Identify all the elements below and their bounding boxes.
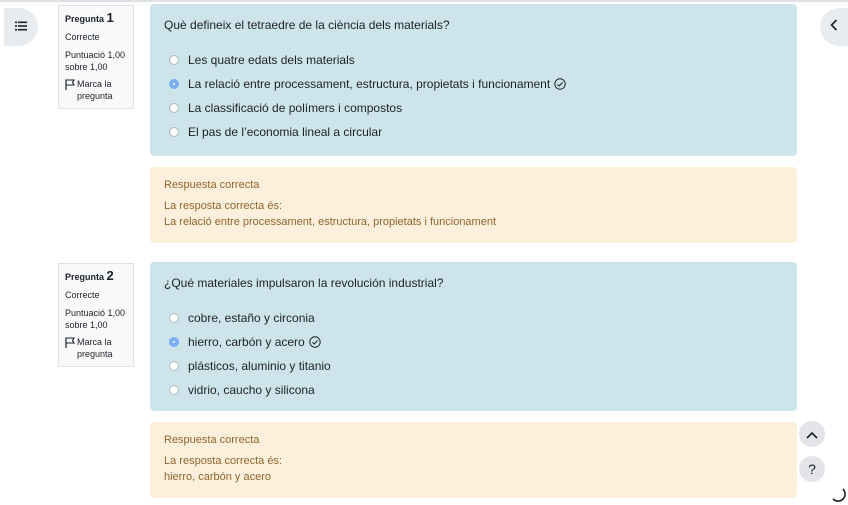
answer-option[interactable] [164, 120, 783, 144]
feedback-label: La resposta correcta és: [164, 455, 283, 467]
feedback-title: Respuesta correcta [164, 434, 260, 446]
list-icon [15, 18, 27, 36]
answer-radio[interactable] [169, 313, 179, 323]
check-circle-icon [309, 336, 321, 348]
question-grade: Puntuació 1,00 sobre 1,00 [65, 50, 126, 72]
answer-radio[interactable] [169, 127, 179, 137]
answer-radio[interactable] [169, 103, 179, 113]
back-to-top-button[interactable] [799, 421, 825, 447]
chevron-left-icon [830, 18, 838, 36]
header-divider [0, 0, 848, 2]
question-number-label: Pregunta [65, 272, 105, 282]
check-circle-icon [554, 78, 566, 90]
answer-label: plásticos, aluminio y titanio [188, 359, 331, 373]
question-number [65, 270, 128, 283]
answer-option[interactable] [164, 48, 783, 72]
answer-radio[interactable] [169, 55, 179, 65]
question-state: Correcte [65, 32, 100, 42]
feedback-answer: hierro, carbón y acero [164, 471, 271, 483]
help-button-label: ? [808, 461, 816, 477]
answer-label: El pas de l’economia lineal a circular [188, 125, 383, 139]
help-button[interactable] [799, 456, 825, 482]
question-info-1 [58, 5, 134, 109]
question-number [65, 12, 128, 25]
question-formulation-1 [150, 4, 797, 156]
question-number-value: 2 [106, 268, 114, 283]
answer-label: vidrio, caucho y silicona [188, 383, 315, 397]
feedback-answer: La relació entre processament, estructura, propietats i funcionament [164, 216, 497, 228]
flag-icon [65, 78, 77, 93]
answer-radio-selected[interactable] [169, 337, 179, 347]
answer-label: La relació entre processament, estructura, propietats i funcionament [188, 77, 551, 91]
question-number-label: Pregunta [65, 14, 105, 24]
flag-label: Marca la pregunta [77, 337, 113, 359]
answer-option[interactable] [164, 330, 783, 354]
answer-radio[interactable] [169, 361, 179, 371]
question-state: Correcte [65, 290, 100, 300]
question-text: ¿Qué materiales impulsaron la revolución industrial? [164, 276, 444, 290]
question-feedback-1 [150, 167, 797, 243]
question-text: Què defineix el tetraedre de la ciència dels materials? [164, 18, 450, 32]
answer-label: hierro, carbón y acero [188, 335, 305, 349]
question-formulation-2 [150, 262, 797, 411]
flag-question-link[interactable] [65, 78, 128, 102]
question-feedback-2 [150, 422, 797, 498]
block-drawer-toggle[interactable] [820, 8, 848, 46]
question-number-value: 1 [106, 10, 114, 25]
loading-spinner-icon [830, 486, 846, 502]
course-index-toggle[interactable] [4, 8, 38, 46]
flag-icon [65, 336, 77, 351]
answer-option[interactable] [164, 354, 783, 378]
answer-radio-selected[interactable] [169, 79, 179, 89]
chevron-up-icon [806, 426, 818, 442]
answer-label: cobre, estaño y circonia [188, 311, 315, 325]
answer-option[interactable] [164, 72, 783, 96]
answer-radio[interactable] [169, 385, 179, 395]
answer-label: La classificació de polímers i compostos [188, 101, 403, 115]
question-info-2 [58, 263, 134, 367]
feedback-label: La resposta correcta és: [164, 200, 283, 212]
answer-label: Les quatre edats dels materials [188, 53, 355, 67]
answer-option[interactable] [164, 96, 783, 120]
answer-option[interactable] [164, 378, 783, 402]
flag-label: Marca la pregunta [77, 79, 113, 101]
question-grade: Puntuació 1,00 sobre 1,00 [65, 308, 126, 330]
feedback-title: Respuesta correcta [164, 179, 260, 191]
flag-question-link[interactable] [65, 336, 128, 360]
answer-option[interactable] [164, 306, 783, 330]
